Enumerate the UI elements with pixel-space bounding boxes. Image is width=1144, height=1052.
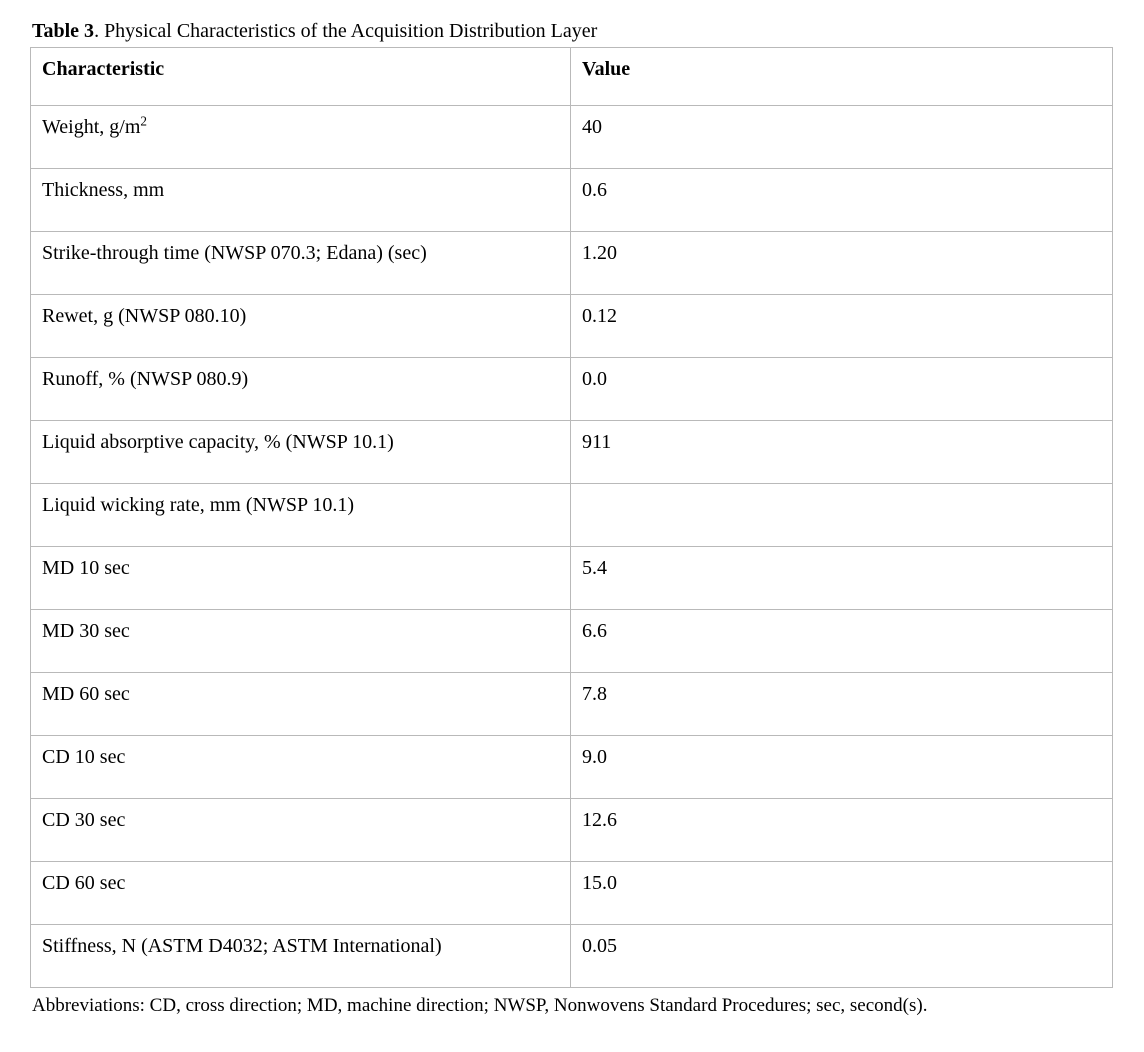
characteristic-label: MD 30 sec xyxy=(42,620,130,642)
cell-value xyxy=(571,484,1113,547)
cell-characteristic xyxy=(31,484,571,547)
cell-characteristic xyxy=(31,106,571,169)
table-row xyxy=(31,295,1113,358)
cell-value xyxy=(571,547,1113,610)
cell-characteristic xyxy=(31,169,571,232)
value-text: 7.8 xyxy=(582,683,607,705)
table-row xyxy=(31,232,1113,295)
cell-characteristic xyxy=(31,547,571,610)
cell-characteristic xyxy=(31,421,571,484)
cell-value xyxy=(571,421,1113,484)
cell-value xyxy=(571,736,1113,799)
characteristic-label: CD 30 sec xyxy=(42,809,126,831)
column-header-value: Value xyxy=(571,48,1113,106)
cell-characteristic xyxy=(31,358,571,421)
characteristic-superscript: 2 xyxy=(140,113,147,129)
table-row xyxy=(31,610,1113,673)
characteristic-label: CD 10 sec xyxy=(42,746,126,768)
characteristic-label: Weight, g/m xyxy=(42,116,141,138)
table-row xyxy=(31,736,1113,799)
cell-characteristic xyxy=(31,295,571,358)
value-text: 40 xyxy=(582,116,602,138)
characteristic-label: MD 10 sec xyxy=(42,557,130,579)
cell-characteristic xyxy=(31,862,571,925)
cell-value xyxy=(571,925,1113,988)
table-row xyxy=(31,925,1113,988)
value-text: 5.4 xyxy=(582,557,607,579)
characteristic-label: Liquid wicking rate, mm (NWSP 10.1) xyxy=(42,494,354,516)
value-text: 12.6 xyxy=(582,809,617,831)
table-row xyxy=(31,358,1113,421)
table-row xyxy=(31,547,1113,610)
cell-value xyxy=(571,295,1113,358)
characteristic-label: Liquid absorptive capacity, % (NWSP 10.1) xyxy=(42,431,394,453)
value-text: 6.6 xyxy=(582,620,607,642)
table-header-row xyxy=(31,48,1113,106)
table-row xyxy=(31,799,1113,862)
cell-characteristic xyxy=(31,736,571,799)
value-text: 15.0 xyxy=(582,872,617,894)
table-row xyxy=(31,484,1113,547)
table-body xyxy=(31,106,1113,988)
cell-value xyxy=(571,232,1113,295)
table-footnote: Abbreviations: CD, cross direction; MD, machine direction; NWSP, Nonwovens Standard Procedures; sec, second(s). xyxy=(32,995,928,1016)
characteristic-label: Runoff, % (NWSP 080.9) xyxy=(42,368,249,390)
table-row xyxy=(31,421,1113,484)
value-text: 1.20 xyxy=(582,242,617,264)
table-row xyxy=(31,106,1113,169)
cell-characteristic xyxy=(31,610,571,673)
table-caption-label: Table 3 xyxy=(32,20,95,42)
table-caption xyxy=(32,18,1114,44)
characteristic-label: Thickness, mm xyxy=(42,179,165,201)
cell-value xyxy=(571,610,1113,673)
value-text: 9.0 xyxy=(582,746,607,768)
cell-value xyxy=(571,106,1113,169)
characteristic-label: Strike-through time (NWSP 070.3; Edana) (sec) xyxy=(42,242,427,264)
table-row xyxy=(31,862,1113,925)
table-header xyxy=(31,48,1113,106)
column-header-characteristic: Characteristic xyxy=(31,48,571,106)
cell-value xyxy=(571,169,1113,232)
value-text: 0.05 xyxy=(582,935,617,957)
characteristic-label: Rewet, g (NWSP 080.10) xyxy=(42,305,247,327)
cell-value xyxy=(571,862,1113,925)
value-text: 0.6 xyxy=(582,179,607,201)
value-text: 911 xyxy=(582,431,612,453)
characteristic-label: CD 60 sec xyxy=(42,872,126,894)
cell-value xyxy=(571,358,1113,421)
value-text: 0.12 xyxy=(582,305,617,327)
table-row xyxy=(31,673,1113,736)
table-row xyxy=(31,169,1113,232)
cell-characteristic xyxy=(31,799,571,862)
characteristic-label: Stiffness, N (ASTM D4032; ASTM International) xyxy=(42,935,442,957)
cell-value xyxy=(571,673,1113,736)
table-caption-text: . Physical Characteristics of the Acquisition Distribution Layer xyxy=(94,20,598,42)
cell-characteristic xyxy=(31,232,571,295)
cell-characteristic xyxy=(31,673,571,736)
characteristic-label: MD 60 sec xyxy=(42,683,130,705)
value-text: 0.0 xyxy=(582,368,607,390)
cell-characteristic xyxy=(31,925,571,988)
cell-value xyxy=(571,799,1113,862)
physical-characteristics-table xyxy=(30,47,1113,988)
